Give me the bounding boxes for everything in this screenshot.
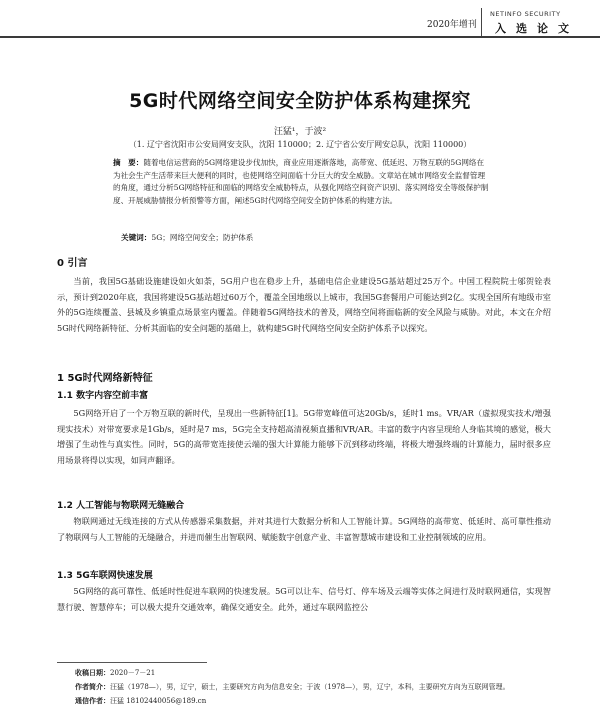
received-date: 2020－7－21 [110,669,156,677]
keywords-block [121,232,253,243]
heading-section-1: 1 5G时代网络新特征 [57,373,153,384]
paragraph-section-1-3: 5G网络的高可靠性、低延时性促进车联网的快速发展。5G可以让车、信号灯、停车场及云端等实体之间进行及时联网通信，实现智慧行驶、智慧停车；可以极大提升交通效率，确保交通安全。此外，通过车联网监控公 [57,586,551,612]
abstract-label: 摘 要： [113,158,144,167]
heading-section-1-1: 1.1 数字内容空前丰富 [57,391,149,401]
heading-introduction: 0 引言 [57,258,88,269]
journal-brand: NETINFO SECURITY [490,10,561,18]
abstract-block [113,157,491,207]
bio-text: 汪猛（1978—），男，辽宁，硕士，主要研究方向为信息安全；于波（1978—），男，辽宁，本科，主要研究方向为互联网管理。 [110,683,510,691]
paragraph-introduction: 当前，我国5G基础设施建设如火如荼，5G用户也在稳步上升，基础电信企业建设5G基站超过25万个。中国工程院院士邬贺铨表示，预计到2020年底，我国将建设5G基站超过60万个，覆盖全国地级以上城市，我国5G套餐用户可能达到2亿。实现全国所有地级市室外的5G连续覆盖、县城及乡镇重点场景室内覆盖。伴随着5G网络技术的普及，网络空间将面临新的安全风险与威胁。对此，本文在介绍5G时代网络新特征、分析其面临的安全问题的基础上，就构建5G时代网络空间安全防护体系予以探究。 [57,276,551,333]
article-affiliations: （1. 辽宁省沈阳市公安局网安支队，沈阳 110000；2. 辽宁省公安厅网安总队，沈阳 110000） [128,140,472,149]
paragraph-section-1-1: 5G网络开启了一个万物互联的新时代，呈现出一些新特征[1]。5G带宽峰值可达20Gb/s，延时1 ms。VR/AR（虚拟现实技术/增强现实技术）对带宽要求是1Gb/s，延时是7 ms，5G完全支持超高清视频直播和VR/AR。丰富的数字内容呈现给人身临其境的感觉，极大增强了生动性与真实性。同时，5G的高带宽连接使云端的强大计算能力能够下沉到移动终端，将极大增强终端的计算能力，届时很多应用场景将得以实现，如同声翻译。 [57,408,551,465]
heading-section-1-3: 1.3 5G车联网快速发展 [57,571,153,581]
keywords-label: 关键词： [121,233,152,242]
heading-section-1-2: 1.2 人工智能与物联网无缝融合 [57,501,185,511]
contact-text: 汪猛 18102440056@189.cn [110,697,207,705]
article-title: 5G时代网络空间安全防护体系构建探究 [129,90,471,112]
footnote-bio [75,682,510,692]
paragraph-section-1-2: 物联网通过无线连接的方式从传感器采集数据，并对其进行大数据分析和人工智能计算。5G网络的高带宽、低延时、高可靠性推动了物联网与人工智能的无缝融合，并进而催生出智联网、赋能数字创意产业、丰富智慧城市建设和工业控制领域的应用。 [57,516,551,542]
received-label: 收稿日期： [75,669,110,677]
contact-label: 通信作者： [75,697,110,705]
page-header [0,0,600,36]
issue-label: 2020年增刊 [427,20,477,30]
article-authors: 汪猛¹，于波² [273,127,327,137]
footnote-received [75,668,155,678]
bio-label: 作者简介： [75,683,110,691]
header-rule [0,36,600,38]
footnote-rule [57,662,207,663]
abstract-text: 随着电信运营商的5G网络建设步伐加快，商业应用逐渐落地，高带宽、低延迟、万物互联的5G网络在为社会生产生活带来巨大便利的同时，也使网络空间面临十分巨大的安全威胁。文章站在城市网络安全监督管理的角度，通过分析5G网络特征和面临的网络安全威胁特点，从强化网络空间资产识别、落实网络安全等级保护制度、开展威胁情报分析预警等方面，阐述5G时代网络空间安全防护体系的构建方法。 [113,158,489,205]
footnote-contact [75,696,206,706]
section-label: 入选论文 [495,22,579,35]
keywords-text: 5G；网络空间安全；防护体系 [151,233,254,242]
